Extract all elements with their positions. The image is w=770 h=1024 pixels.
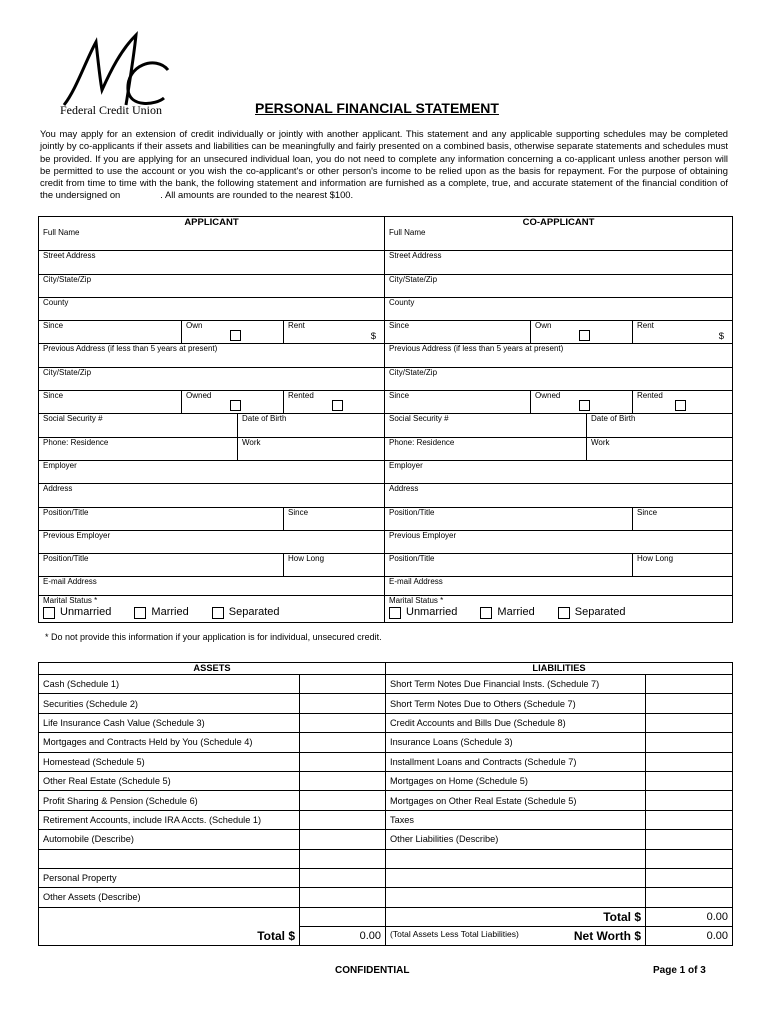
coapplicant-owned-checkbox[interactable] (579, 400, 590, 411)
coapplicant-street-address[interactable]: Street Address (385, 251, 733, 274)
coapplicant-separated-checkbox[interactable] (558, 607, 570, 619)
liability-label: Short Term Notes Due to Others (Schedule 7) (386, 694, 646, 713)
coapplicant-owned-cell: Owned (531, 391, 633, 414)
coapplicant-rented-cell: Rented (633, 391, 733, 414)
applicant-own-checkbox[interactable] (230, 330, 241, 341)
liability-label: Installment Loans and Contracts (Schedule 7) (386, 752, 646, 771)
applicant-prev-since[interactable]: Since (39, 391, 182, 414)
marital-note: * Do not provide this information if your application is for individual, unsecured credit. (45, 632, 382, 642)
applicant-separated-checkbox[interactable] (212, 607, 224, 619)
coapplicant-employer[interactable]: Employer (385, 460, 733, 483)
asset-label: Other Assets (Describe) (39, 888, 300, 907)
coapplicant-phone-residence[interactable]: Phone: Residence (385, 437, 587, 460)
applicant-header: APPLICANT (39, 217, 385, 229)
asset-value[interactable] (300, 752, 386, 771)
asset-value[interactable] (300, 868, 386, 887)
dollar-sign: $ (370, 331, 376, 343)
asset-value[interactable] (300, 694, 386, 713)
coapplicant-position[interactable]: Position/Title (385, 507, 633, 530)
coapplicant-rent-cell[interactable]: Rent $ (633, 321, 733, 344)
applicant-prev-position[interactable]: Position/Title (39, 554, 284, 577)
applicant-street-address[interactable]: Street Address (39, 251, 385, 274)
asset-label: Profit Sharing & Pension (Schedule 6) (39, 791, 300, 810)
applicant-email[interactable]: E-mail Address (39, 577, 385, 596)
asset-liability-row (39, 733, 733, 752)
asset-value[interactable] (300, 830, 386, 849)
asset-label: Retirement Accounts, include IRA Accts. (Schedule 1) (39, 810, 300, 829)
coapplicant-position-since[interactable]: Since (633, 507, 733, 530)
asset-value[interactable] (300, 791, 386, 810)
asset-liability-row (39, 771, 733, 790)
confidential-label: CONFIDENTIAL (335, 965, 410, 976)
liability-value[interactable] (646, 868, 733, 887)
coapplicant-previous-employer[interactable]: Previous Employer (385, 530, 733, 553)
asset-value[interactable] (300, 733, 386, 752)
liability-label (386, 849, 646, 868)
coapplicant-previous-address[interactable]: Previous Address (if less than 5 years at present) (385, 344, 733, 367)
coapplicant-own-cell: Own (531, 321, 633, 344)
applicant-previous-address[interactable]: Previous Address (if less than 5 years at present) (39, 344, 385, 367)
applicant-owned-checkbox[interactable] (230, 400, 241, 411)
liability-label: Short Term Notes Due Financial Insts. (Schedule 7) (386, 675, 646, 694)
coapplicant-ssn[interactable]: Social Security # (385, 414, 587, 437)
applicant-phone-work[interactable]: Work (238, 437, 385, 460)
asset-label: Personal Property (39, 868, 300, 887)
liability-value[interactable] (646, 810, 733, 829)
page-number: Page 1 of 3 (653, 965, 706, 976)
coapplicant-county[interactable]: County (385, 297, 733, 320)
applicant-position[interactable]: Position/Title (39, 507, 284, 530)
coapplicant-prev-city-state-zip[interactable]: City/State/Zip (385, 367, 733, 390)
liability-label: Mortgages on Home (Schedule 5) (386, 771, 646, 790)
liability-value[interactable] (646, 675, 733, 694)
liabilities-total-value[interactable]: 0.00 (646, 907, 733, 926)
asset-liability-row (39, 868, 733, 887)
liability-value[interactable] (646, 733, 733, 752)
dollar-sign: $ (718, 331, 725, 343)
coapplicant-phone-work[interactable]: Work (587, 437, 733, 460)
coapplicant-prev-position[interactable]: Position/Title (385, 554, 633, 577)
net-worth-note: (Total Assets Less Total Liabilities) (390, 929, 519, 940)
asset-liability-row (39, 694, 733, 713)
applicant-owned-cell: Owned (182, 391, 284, 414)
asset-label: Mortgages and Contracts Held by You (Schedule 4) (39, 733, 300, 752)
asset-liability-row (39, 810, 733, 829)
applicant-county[interactable]: County (39, 297, 385, 320)
applicant-unmarried-checkbox[interactable] (43, 607, 55, 619)
liability-label: Other Liabilities (Describe) (386, 830, 646, 849)
asset-blank-label (39, 907, 300, 926)
page-title: PERSONAL FINANCIAL STATEMENT (255, 100, 499, 116)
net-worth-cell (386, 927, 646, 946)
liability-value[interactable] (646, 713, 733, 732)
coapplicant-unmarried-checkbox[interactable] (389, 607, 401, 619)
applicant-position-since[interactable]: Since (284, 507, 385, 530)
asset-label (39, 849, 300, 868)
asset-value[interactable] (300, 675, 386, 694)
applicant-dob[interactable]: Date of Birth (238, 414, 385, 437)
coapplicant-city-state-zip[interactable]: City/State/Zip (385, 274, 733, 297)
net-worth-value[interactable]: 0.00 (646, 927, 733, 946)
asset-label: Securities (Schedule 2) (39, 694, 300, 713)
applicant-married-checkbox[interactable] (134, 607, 146, 619)
applicant-employer-address[interactable]: Address (39, 484, 385, 507)
asset-liability-row (39, 713, 733, 732)
asset-label: Other Real Estate (Schedule 5) (39, 771, 300, 790)
coapplicant-email[interactable]: E-mail Address (385, 577, 733, 596)
asset-liability-row (39, 752, 733, 771)
asset-value[interactable] (300, 849, 386, 868)
coapplicant-rented-checkbox[interactable] (675, 400, 686, 411)
coapplicant-since[interactable]: Since (385, 321, 531, 344)
applicant-marital-status: Marital Status * Unmarried Married Separated (39, 596, 385, 623)
applicant-employer[interactable]: Employer (39, 460, 385, 483)
asset-value[interactable] (300, 771, 386, 790)
liability-label: Insurance Loans (Schedule 3) (386, 733, 646, 752)
liability-value[interactable] (646, 752, 733, 771)
liability-value[interactable] (646, 694, 733, 713)
asset-blank-value[interactable] (300, 907, 386, 926)
liability-value[interactable] (646, 771, 733, 790)
asset-liability-row (39, 849, 733, 868)
coapplicant-married-checkbox[interactable] (480, 607, 492, 619)
applicant-rented-checkbox[interactable] (332, 400, 343, 411)
asset-liability-row (39, 888, 733, 907)
asset-value[interactable] (300, 810, 386, 829)
assets-total-value[interactable]: 0.00 (300, 927, 386, 946)
liability-label (386, 868, 646, 887)
liability-label: Mortgages on Other Real Estate (Schedule 5) (386, 791, 646, 810)
liabilities-header: LIABILITIES (386, 663, 733, 675)
asset-value[interactable] (300, 713, 386, 732)
asset-liability-row (39, 791, 733, 810)
liability-value[interactable] (646, 849, 733, 868)
applicant-since[interactable]: Since (39, 321, 182, 344)
logo-text: Federal Credit Union (60, 103, 162, 117)
liability-value[interactable] (646, 830, 733, 849)
applicant-prev-city-state-zip[interactable]: City/State/Zip (39, 367, 385, 390)
asset-liability-row (39, 675, 733, 694)
asset-label: Life Insurance Cash Value (Schedule 3) (39, 713, 300, 732)
applicant-rented-cell: Rented (284, 391, 385, 414)
liability-label: Taxes (386, 810, 646, 829)
coapplicant-employer-address[interactable]: Address (385, 484, 733, 507)
liability-label (386, 888, 646, 907)
coapplicant-header: CO-APPLICANT (385, 217, 733, 229)
liability-label: Credit Accounts and Bills Due (Schedule 8) (386, 713, 646, 732)
coapplicant-own-checkbox[interactable] (579, 330, 590, 341)
applicant-ssn[interactable]: Social Security # (39, 414, 238, 437)
coapplicant-how-long[interactable]: How Long (633, 554, 733, 577)
liability-value[interactable] (646, 888, 733, 907)
asset-label: Cash (Schedule 1) (39, 675, 300, 694)
applicant-own-cell: Own (182, 321, 284, 344)
assets-liabilities-table (38, 662, 733, 946)
asset-value[interactable] (300, 888, 386, 907)
intro-paragraph: You may apply for an extension of credit individually or jointly with another applicant. This statement and any applicable supporting schedules may be completed jointly by co-applicants if their assets and liabilities can be meaningfully and fairly presented on a combined basis, otherwise separate statements and schedules must be provided. If you are applying for an unsecured individual loan, you do not need to complete any information concerning a co-applicant unless another person will be permitted to use the account or you wish the co-applicant's or other person's income to be relied upon as the basis for repayment. For the purpose of obtaining credit from time to time with the bank, the following statement and information are furnished as a complete, true, and accurate statement of the financial condition of the undersigned on . All amounts are rounded to the nearest $100. (40, 128, 728, 201)
applicant-info-table (38, 216, 733, 623)
applicant-how-long[interactable]: How Long (284, 554, 385, 577)
coapplicant-prev-since[interactable]: Since (385, 391, 531, 414)
coapplicant-full-name[interactable]: Full Name (385, 228, 733, 251)
applicant-rent-cell[interactable]: Rent $ (284, 321, 385, 344)
coapplicant-marital-status: Marital Status * Unmarried Married Separated (385, 596, 733, 623)
liability-value[interactable] (646, 791, 733, 810)
asset-label: Homestead (Schedule 5) (39, 752, 300, 771)
applicant-previous-employer[interactable]: Previous Employer (39, 530, 385, 553)
assets-header: ASSETS (39, 663, 386, 675)
net-worth-label: Net Worth $ (573, 929, 642, 944)
applicant-full-name[interactable]: Full Name (39, 228, 385, 251)
assets-total-label: Total $ (39, 927, 300, 946)
applicant-city-state-zip[interactable]: City/State/Zip (39, 274, 385, 297)
coapplicant-dob[interactable]: Date of Birth (587, 414, 733, 437)
liabilities-total-label: Total $ (386, 907, 646, 926)
asset-label: Automobile (Describe) (39, 830, 300, 849)
applicant-phone-residence[interactable]: Phone: Residence (39, 437, 238, 460)
asset-liability-row (39, 830, 733, 849)
